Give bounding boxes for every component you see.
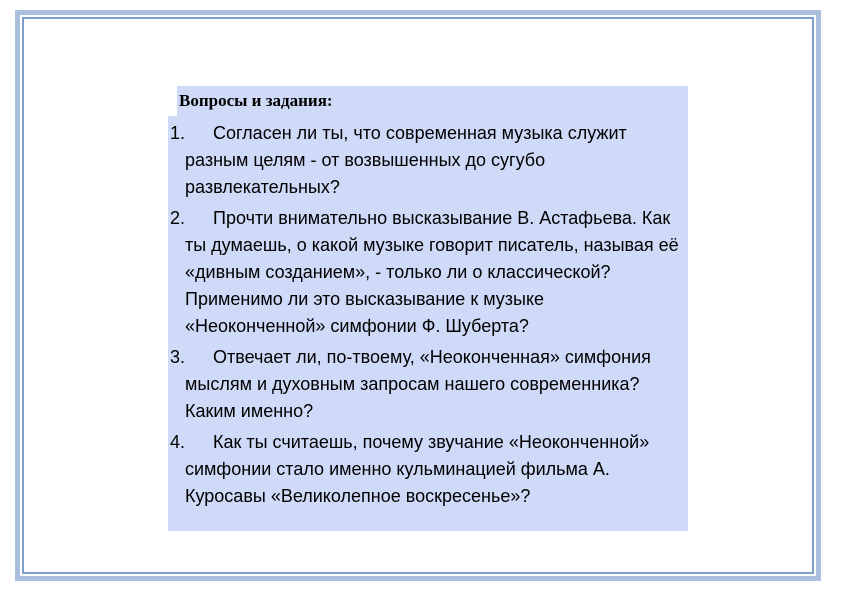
question-text: Согласен ли ты, что современная музыка служит разным целям - от возвышенных до сугубо развлекательных?: [185, 123, 627, 197]
question-item-3: [168, 344, 688, 425]
questions-list: [168, 116, 688, 531]
question-number: 1.: [170, 123, 186, 143]
question-number: 2.: [170, 208, 186, 228]
question-item-4: [168, 429, 688, 510]
question-item-2: [168, 205, 688, 340]
question-number: 3.: [170, 347, 186, 367]
question-text: Прочти внимательно высказывание В. Астафьева. Как ты думаешь, о какой музыке говорит писатель, называя её «дивным созданием», - только ли о классической? Применимо ли это высказывание к музыке «Неоконченной» симфонии Ф. Шуберта?: [185, 208, 679, 336]
question-number: 4.: [170, 432, 186, 452]
question-item-1: [168, 120, 688, 201]
heading: Вопросы и задания:: [177, 86, 688, 116]
question-text: Отвечает ли, по-твоему, «Неоконченная» симфония мыслям и духовным запросам нашего современника? Каким именно?: [185, 347, 651, 421]
question-text: Как ты считаешь, почему звучание «Неоконченной» симфонии стало именно кульминацией фильма А. Куросавы «Великолепное воскресенье»?: [185, 432, 650, 506]
